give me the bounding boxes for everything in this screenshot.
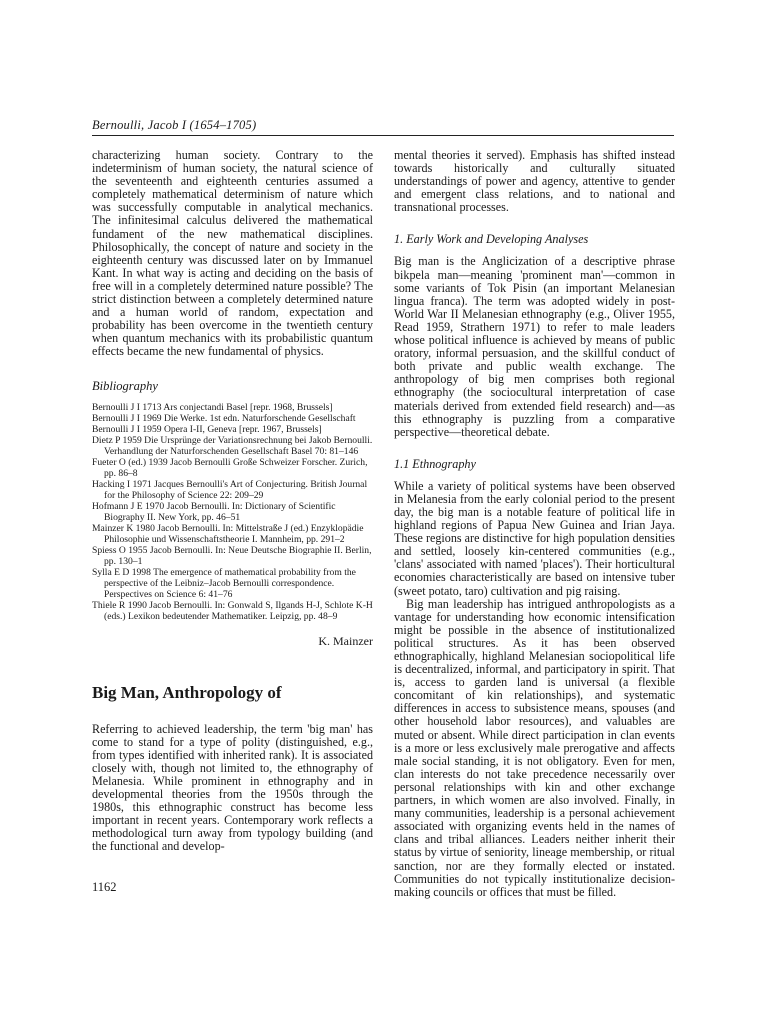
bibliography-heading: Bibliography: [92, 378, 158, 393]
article-intro-paragraph: Referring to achieved leadership, the term 'big man' has come to stand for a type of polity (distinguished, e.g., from types identified with inherited rank). It is associated closely with, though not limited to, the ethnography of Melanesia. While prominent in ethnography and in developmental theories from the 1950s through the 1980s, this ethnographic construct has become less important in recent years. Contemporary work reflects a methodological turn away from typology building (and the functional and develop-: [92, 721, 373, 854]
section-heading-1: 1. Early Work and Developing Analyses: [394, 232, 589, 247]
section-1-1-paragraph-1: While a variety of political systems have been observed in Melanesia from the early colonial period to the present day, the big man is a notable feature of political life in highland regions of Papua New Guinea and Irian Jaya. These regions are distinctive for high population densities and settled, loosely kin-centered communities (e.g., 'clans' associated with named 'places'). Their horticultural economies characteristically are based on intensive tuber (sweet potato, taro) cultivation and pig raising.: [394, 478, 675, 598]
article-author: K. Mainzer: [318, 633, 373, 648]
right-column: [394, 149, 675, 899]
bibliography-entry: Sylla E D 1998 The emergence of mathematical probability from the perspective of the Leibniz–Jacob Bernoulli correspondence. Perspectives on Science 6: 41–76: [92, 566, 356, 600]
bibliography-entry: Dietz P 1959 Die Ursprünge der Variationsrechnung bei Jakob Bernoulli. Verhandlung der Naturforschenden Gesellschaft Basel 70: 81–146: [92, 434, 373, 457]
article-title: Big Man, Anthropology of: [92, 682, 282, 702]
bibliography-entry: Mainzer K 1980 Jacob Bernoulli. In: Mittelstraße J (ed.) Enzyklopädie Philosophie und Wissenschaftstheorie I. Mannheim, pp. 291–2: [92, 522, 364, 545]
intro-paragraph: characterizing human society. Contrary to the indeterminism of human society, the natural science of the seventeenth and eighteenth centuries assumed a completely mathematical determinism of nature which was successfully computable in analytical mechanics. The infinitesimal calculus delivered the mathematical fundament of the new mathematical disciplines. Philosophically, the concept of nature and society in the eighteenth century was discussed later on by Immanuel Kant. In what way is acting and deciding on the basis of free will in a completely determined nature possible? The strict distinction between a completely determined nature and a human world of random, expectation and probability has been overcome in the twentieth century when quantum mechanics with its probabilistic quantum effects became the new fundamental of physics.: [92, 148, 373, 359]
header-rule: [92, 135, 674, 136]
bibliography-entry: Fueter O (ed.) 1939 Jacob Bernoulli Große Schweizer Forscher. Zurich, pp. 86–8: [92, 456, 368, 479]
bibliography-entry: Hofmann J E 1970 Jacob Bernoulli. In: Dictionary of Scientific Biography II. New York, pp. 46–51: [92, 500, 336, 523]
page-number: 1162: [92, 880, 117, 894]
bibliography-entry: Bernoulli J I 1969 Die Werke. 1st edn. Naturforschende Gesellschaft: [92, 412, 356, 424]
continuation-paragraph: mental theories it served). Emphasis has shifted instead towards historically and culturally situated understandings of power and agency, attentive to gender and emergent class relations, and to national and transnational processes.: [394, 148, 675, 215]
bibliography-entry: Bernoulli J I 1959 Opera I-II, Geneva [repr. 1967, Brussels]: [92, 423, 322, 435]
section-1-1-paragraph-2: Big man leadership has intrigued anthropologists as a vantage for understanding how economic intensification might be possible in the absence of institutionalized political structures. As it has been observed ethnographically, highland Melanesian sociopolitical life is decentralized, informal, and participatory in spirit. That is, access to garden land is universal (a flexible concomitant of kin relationships), and systematic differences in access to subsistence means, spouses (and other household labor resources), and valuables are muted or absent. While direct participation in clan events is a more or less exclusively male prerogative and affects male social standing, it is not obligatory. Even for men, clan interests do not take precedence necessarily over personal relationships with kin and other exchange partners, in which women are also involved. Finally, in many communities, leadership is a personal achievement associated with organizing events held in the names of clans and tribal alliances. Leaders neither inherit their status by virtue of seniority, lineage membership, or ritual sanction, nor are they formally elected or instated. Communities do not typically institutionalize decision-making councils or offices that must be filled.: [394, 596, 675, 899]
bibliography-list: [92, 402, 373, 622]
bibliography-entry: Hacking I 1971 Jacques Bernoulli's Art of Conjecturing. British Journal for the Philosophy of Science 22: 209–29: [92, 478, 368, 501]
running-head: Bernoulli, Jacob I (1654–1705): [92, 118, 257, 132]
bibliography-entry: Bernoulli J I 1713 Ars conjectandi Basel [repr. 1968, Brussels]: [92, 401, 333, 413]
section-heading-1-1: 1.1 Ethnography: [394, 456, 476, 471]
bibliography-entry: Thiele R 1990 Jacob Bernoulli. In: Gonwald S, Ilgands H-J, Schlote K-H (eds.) Lexikon bedeutender Mathematiker. Leipzig, pp. 48–9: [92, 599, 373, 622]
section-1-paragraph: Big man is the Anglicization of a descriptive phrase bikpela man—meaning 'prominent man'—common in some variants of Tok Pisin (an important Melanesian lingua franca). The term was adopted widely in post-World War II Melanesian ethnography (e.g., Oliver 1955, Read 1959, Strathern 1971) to refer to male leaders whose political influence is achieved by means of public oratory, informal persuasion, and the skillful conduct of both private and public wealth exchange. The anthropology of big men comprises both regional ethnography (the sociocultural interpretation of case materials derived from extended field research) and—as this ethnography is puzzling from a comparative perspective—theoretical debate.: [394, 254, 675, 439]
bibliography-entry: Spiess O 1955 Jacob Bernoulli. In: Neue Deutsche Biographie II. Berlin, pp. 130–1: [92, 544, 372, 567]
left-column: [92, 149, 373, 853]
